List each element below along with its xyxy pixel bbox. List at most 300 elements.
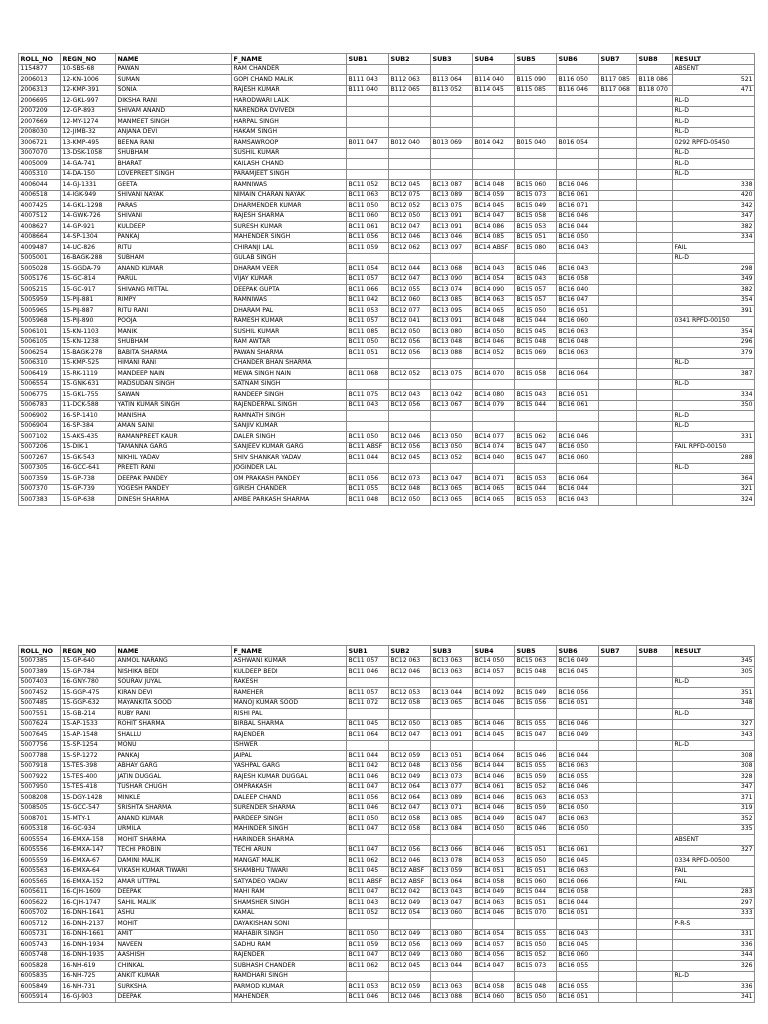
father-name-cell: PARAMJEET SINGH	[232, 169, 347, 180]
regn-no-cell: 15-SP-1272	[61, 751, 116, 762]
table-row	[19, 961, 755, 972]
sub5-cell	[515, 117, 557, 128]
sub8-cell	[637, 698, 673, 709]
column-header-sub2: SUB2	[389, 54, 431, 65]
sub1-cell: BC11 072	[347, 698, 389, 709]
sub2-cell: BC12 056	[389, 845, 431, 856]
sub7-cell	[599, 751, 637, 762]
result-cell: 333	[673, 908, 755, 919]
sub1-cell: BC11 043	[347, 898, 389, 909]
name-cell: DEEPAK PANDEY	[116, 474, 232, 485]
sub8-cell	[637, 688, 673, 699]
sub6-cell: BC16 051	[557, 306, 599, 317]
sub2-cell: BC12 063	[389, 656, 431, 667]
sub6-cell	[557, 709, 599, 720]
sub2-cell	[389, 169, 431, 180]
sub7-cell	[599, 180, 637, 191]
sub3-cell	[431, 463, 473, 474]
regn-no-cell: 15-GP-784	[61, 667, 116, 678]
father-name-cell: ASHWANI KUMAR	[232, 656, 347, 667]
sub6-cell: BC16 051	[557, 908, 599, 919]
sub2-cell	[389, 411, 431, 422]
sub6-cell: BC16 061	[557, 190, 599, 201]
sub6-cell: BC16 043	[557, 243, 599, 254]
table-row	[19, 432, 755, 443]
sub1-cell: BC11 045	[347, 719, 389, 730]
sub5-cell	[515, 358, 557, 369]
sub7-cell	[599, 866, 637, 877]
name-cell: RITU	[116, 243, 232, 254]
sub2-cell: BC12 050	[389, 495, 431, 506]
sub4-cell: BC14 045	[473, 730, 515, 741]
name-cell: BHARAT	[116, 159, 232, 170]
name-cell: PREETI RANI	[116, 463, 232, 474]
table-row	[19, 698, 755, 709]
sub8-cell	[637, 421, 673, 432]
name-cell: MINKLE	[116, 793, 232, 804]
sub2-cell	[389, 117, 431, 128]
sub4-cell: BC14 065	[473, 495, 515, 506]
sub8-cell	[637, 992, 673, 1003]
sub8-cell	[637, 295, 673, 306]
sub7-cell	[599, 719, 637, 730]
sub4-cell: BC14 079	[473, 400, 515, 411]
result-cell: 328	[673, 772, 755, 783]
sub6-cell	[557, 358, 599, 369]
sub5-cell: BC15 073	[515, 961, 557, 972]
sub1-cell	[347, 919, 389, 930]
regn-no-cell: 15-TES-398	[61, 761, 116, 772]
sub2-cell	[389, 253, 431, 264]
table-row	[19, 992, 755, 1003]
result-cell: 0334 RPFD-00500	[673, 856, 755, 867]
name-cell: SHIVAM ANAND	[116, 106, 232, 117]
sub5-cell: BC15 049	[515, 201, 557, 212]
name-cell: AMIT	[116, 929, 232, 940]
roll-no-cell: 5007788	[19, 751, 61, 762]
sub2-cell: BC12 041	[389, 316, 431, 327]
sub5-cell: BC15 043	[515, 390, 557, 401]
column-header-roll-no: ROLL_NO	[19, 54, 61, 65]
sub3-cell	[431, 148, 473, 159]
sub5-cell	[515, 463, 557, 474]
roll-no-cell: 5005965	[19, 306, 61, 317]
name-cell: SHUBHAM	[116, 148, 232, 159]
name-cell: SHALLU	[116, 730, 232, 741]
sub3-cell	[431, 411, 473, 422]
sub7-cell	[599, 138, 637, 149]
sub1-cell	[347, 740, 389, 751]
name-cell: SOURAV JUYAL	[116, 677, 232, 688]
sub7-cell	[599, 474, 637, 485]
sub6-cell: BC16 043	[557, 495, 599, 506]
sub7-cell	[599, 929, 637, 940]
name-cell: HIMANI RANI	[116, 358, 232, 369]
sub5-cell: BC15 055	[515, 929, 557, 940]
table-row	[19, 856, 755, 867]
father-name-cell: JAIPAL	[232, 751, 347, 762]
sub8-cell	[637, 835, 673, 846]
sub6-cell	[557, 835, 599, 846]
roll-no-cell: 2006695	[19, 96, 61, 107]
sub4-cell: BC14 077	[473, 432, 515, 443]
roll-no-cell: 6005731	[19, 929, 61, 940]
name-cell: RIMPY	[116, 295, 232, 306]
sub8-cell	[637, 824, 673, 835]
table-row	[19, 390, 755, 401]
regn-no-cell: 15-TES-400	[61, 772, 116, 783]
sub4-cell: BC14 050	[473, 656, 515, 667]
regn-no-cell: 14-DA-150	[61, 169, 116, 180]
sub7-cell	[599, 667, 637, 678]
name-cell: AMAR UTTPAL	[116, 877, 232, 888]
table-row	[19, 211, 755, 222]
sub1-cell: B111 043	[347, 75, 389, 86]
sub6-cell: BC16 045	[557, 856, 599, 867]
sub1-cell: BC11 057	[347, 316, 389, 327]
regn-no-cell: 14-GWK-726	[61, 211, 116, 222]
result-cell: ABSENT	[673, 64, 755, 75]
sub8-cell	[637, 432, 673, 443]
regn-no-cell: 15-GP-738	[61, 474, 116, 485]
sub6-cell: BC16 048	[557, 337, 599, 348]
roll-no-cell: 5007756	[19, 740, 61, 751]
sub6-cell: BC16 040	[557, 285, 599, 296]
regn-no-cell: 16-NH-725	[61, 971, 116, 982]
table-row	[19, 845, 755, 856]
result-cell: 420	[673, 190, 755, 201]
sub1-cell	[347, 159, 389, 170]
sub4-cell: BC14 046	[473, 793, 515, 804]
regn-no-cell: 16-BAGK-288	[61, 253, 116, 264]
sub5-cell: BC15 050	[515, 940, 557, 951]
result-cell: P-R-S	[673, 919, 755, 930]
sub1-cell: BC11 046	[347, 803, 389, 814]
sub2-cell	[389, 919, 431, 930]
sub2-cell: BC12 056	[389, 400, 431, 411]
result-cell: 382	[673, 222, 755, 233]
sub4-cell: BC14 045	[473, 201, 515, 212]
sub4-cell: BC14 060	[473, 992, 515, 1003]
sub8-cell	[637, 327, 673, 338]
result-cell: 391	[673, 306, 755, 317]
sub1-cell: BC11 047	[347, 824, 389, 835]
sub6-cell: BC16 061	[557, 845, 599, 856]
roll-no-cell: 5007305	[19, 463, 61, 474]
name-cell: YATIN KUMAR SINGH	[116, 400, 232, 411]
regn-no-cell: 13-DSK-1058	[61, 148, 116, 159]
result-cell: 350	[673, 400, 755, 411]
sub6-cell: BC16 063	[557, 866, 599, 877]
sub2-cell: BC12 059	[389, 751, 431, 762]
sub5-cell: BC15 052	[515, 950, 557, 961]
name-cell: PARAS	[116, 201, 232, 212]
father-name-cell: RAJESH SHARMA	[232, 211, 347, 222]
sub8-cell	[637, 64, 673, 75]
sub8-cell	[637, 793, 673, 804]
sub8-cell	[637, 961, 673, 972]
sub2-cell: BC12 058	[389, 824, 431, 835]
sub2-cell: BC12 045	[389, 961, 431, 972]
result-cell: RL-D	[673, 358, 755, 369]
roll-no-cell: 6005563	[19, 866, 61, 877]
table-row	[19, 453, 755, 464]
sub1-cell: BC11 054	[347, 264, 389, 275]
sub1-cell: BC11 052	[347, 180, 389, 191]
name-cell: SONIA	[116, 85, 232, 96]
sub4-cell: BC14 047	[473, 211, 515, 222]
table-row	[19, 117, 755, 128]
father-name-cell: RAJENDER	[232, 950, 347, 961]
sub3-cell: BC13 080	[431, 929, 473, 940]
father-name-cell: NARENDRA DVIVEDI	[232, 106, 347, 117]
sub4-cell: BC14 057	[473, 667, 515, 678]
sub5-cell: BC15 073	[515, 190, 557, 201]
sub6-cell	[557, 677, 599, 688]
sub2-cell	[389, 740, 431, 751]
roll-no-cell: 5007102	[19, 432, 61, 443]
sub1-cell: BC11 046	[347, 772, 389, 783]
sub8-cell	[637, 411, 673, 422]
table-row	[19, 379, 755, 390]
sub8-cell	[637, 169, 673, 180]
sub6-cell: BC16 044	[557, 898, 599, 909]
sub4-cell: BC14 050	[473, 824, 515, 835]
sub2-cell: BC12 046	[389, 992, 431, 1003]
table-row	[19, 64, 755, 75]
result-cell: RL-D	[673, 253, 755, 264]
sub3-cell: BC13 047	[431, 474, 473, 485]
roll-no-cell: 5006105	[19, 337, 61, 348]
sub8-cell	[637, 656, 673, 667]
result-cell: RL-D	[673, 159, 755, 170]
name-cell: SRISHTA SHARMA	[116, 803, 232, 814]
regn-no-cell: 15-GGP-632	[61, 698, 116, 709]
sub8-cell	[637, 369, 673, 380]
sub8-cell	[637, 127, 673, 138]
sub2-cell	[389, 379, 431, 390]
name-cell: SAHIL MALIK	[116, 898, 232, 909]
sub5-cell: BC15 057	[515, 295, 557, 306]
roll-no-cell: 6005828	[19, 961, 61, 972]
sub2-cell: BC12 045	[389, 180, 431, 191]
column-header-sub4: SUB4	[473, 646, 515, 657]
roll-no-cell: 2006313	[19, 85, 61, 96]
column-header-sub7: SUB7	[599, 54, 637, 65]
roll-no-cell: 5006554	[19, 379, 61, 390]
sub7-cell	[599, 495, 637, 506]
father-name-cell: SATYADEO YADAV	[232, 877, 347, 888]
table-row	[19, 243, 755, 254]
sub7-cell	[599, 982, 637, 993]
sub7-cell	[599, 740, 637, 751]
sub5-cell	[515, 106, 557, 117]
sub3-cell: BC13 091	[431, 211, 473, 222]
regn-no-cell: 14-GKL-1298	[61, 201, 116, 212]
sub4-cell: BC14 046	[473, 845, 515, 856]
sub3-cell	[431, 919, 473, 930]
name-cell: MOHIT	[116, 919, 232, 930]
sub6-cell: BC16 064	[557, 369, 599, 380]
father-name-cell: GOPI CHAND MALIK	[232, 75, 347, 86]
result-cell: 0292 RPFD-05450	[673, 138, 755, 149]
sub3-cell	[431, 159, 473, 170]
sub7-cell	[599, 793, 637, 804]
sub2-cell	[389, 159, 431, 170]
father-name-cell: SUBHASH CHANDER	[232, 961, 347, 972]
sub3-cell: BC13 089	[431, 190, 473, 201]
sub7-cell	[599, 232, 637, 243]
table-row	[19, 495, 755, 506]
sub1-cell: BC11 056	[347, 232, 389, 243]
sub8-cell	[637, 159, 673, 170]
table-row	[19, 421, 755, 432]
roll-no-cell: 5007267	[19, 453, 61, 464]
table-header-row	[19, 54, 755, 65]
name-cell: NISHIKA BEDI	[116, 667, 232, 678]
table-row	[19, 411, 755, 422]
sub4-cell: BC14 058	[473, 982, 515, 993]
sub4-cell: BC14 048	[473, 180, 515, 191]
regn-no-cell: 11-DCK-588	[61, 400, 116, 411]
result-cell: 334	[673, 390, 755, 401]
sub4-cell	[473, 379, 515, 390]
father-name-cell: DEEPAK GUPTA	[232, 285, 347, 296]
sub2-cell: BC12 058	[389, 698, 431, 709]
sub6-cell: BC16 058	[557, 274, 599, 285]
roll-no-cell: 5007359	[19, 474, 61, 485]
table-row	[19, 127, 755, 138]
table-row	[19, 719, 755, 730]
result-cell: RL-D	[673, 169, 755, 180]
sub2-cell	[389, 971, 431, 982]
table-row	[19, 656, 755, 667]
roll-no-cell: 5006310	[19, 358, 61, 369]
name-cell: YOGESH PANDEY	[116, 484, 232, 495]
regn-no-cell: 15-TES-418	[61, 782, 116, 793]
sub5-cell: BC15 044	[515, 887, 557, 898]
result-cell: 305	[673, 667, 755, 678]
sub3-cell	[431, 127, 473, 138]
table-row	[19, 264, 755, 275]
roll-no-cell: 6005559	[19, 856, 61, 867]
name-cell: MAYANKITA SOOD	[116, 698, 232, 709]
regn-no-cell: 15-PIJ-890	[61, 316, 116, 327]
father-name-cell: GIRISH CHANDER	[232, 484, 347, 495]
sub7-cell	[599, 64, 637, 75]
sub8-cell	[637, 803, 673, 814]
sub8-cell	[637, 814, 673, 825]
result-cell: RL-D	[673, 463, 755, 474]
sub8-cell	[637, 138, 673, 149]
sub5-cell: BC15 044	[515, 316, 557, 327]
roll-no-cell: 4007425	[19, 201, 61, 212]
father-name-cell: RAJENDERPAL SINGH	[232, 400, 347, 411]
sub8-cell	[637, 148, 673, 159]
sub3-cell	[431, 677, 473, 688]
regn-no-cell: 15-AP-1533	[61, 719, 116, 730]
father-name-cell: KAILASH CHAND	[232, 159, 347, 170]
table-row	[19, 877, 755, 888]
sub8-cell	[637, 180, 673, 191]
sub6-cell: BC16 071	[557, 201, 599, 212]
sub5-cell: BC15 062	[515, 432, 557, 443]
sub4-cell	[473, 64, 515, 75]
sub3-cell: BC13 091	[431, 222, 473, 233]
result-cell: 308	[673, 761, 755, 772]
sub7-cell	[599, 222, 637, 233]
sub8-cell	[637, 222, 673, 233]
sub4-cell	[473, 677, 515, 688]
regn-no-cell: 12-GKL-997	[61, 96, 116, 107]
table-row	[19, 306, 755, 317]
table-row	[19, 730, 755, 741]
sub4-cell	[473, 835, 515, 846]
sub1-cell	[347, 253, 389, 264]
table-header-row	[19, 646, 755, 657]
result-cell: 308	[673, 751, 755, 762]
sub7-cell	[599, 127, 637, 138]
father-name-cell: RAKESH	[232, 677, 347, 688]
sub1-cell: BC11 055	[347, 484, 389, 495]
sub7-cell	[599, 877, 637, 888]
father-name-cell: SUSHIL KUMAR	[232, 327, 347, 338]
result-cell: 521	[673, 75, 755, 86]
name-cell: MANISHA	[116, 411, 232, 422]
roll-no-cell: 4006518	[19, 190, 61, 201]
name-cell: POOJA	[116, 316, 232, 327]
sub7-cell	[599, 400, 637, 411]
name-cell: ABHAY GARG	[116, 761, 232, 772]
roll-no-cell: 5007551	[19, 709, 61, 720]
roll-no-cell: 6005849	[19, 982, 61, 993]
sub6-cell	[557, 253, 599, 264]
sub7-cell	[599, 411, 637, 422]
sub4-cell: BC14 046	[473, 803, 515, 814]
name-cell: SHUBHAM	[116, 337, 232, 348]
sub7-cell	[599, 432, 637, 443]
name-cell: ANKIT KUMAR	[116, 971, 232, 982]
roll-no-cell: 2006013	[19, 75, 61, 86]
father-name-cell: SUSHIL KUMAR	[232, 148, 347, 159]
sub1-cell: BC11 050	[347, 337, 389, 348]
sub8-cell	[637, 740, 673, 751]
table-row	[19, 232, 755, 243]
roll-no-cell: 5007485	[19, 698, 61, 709]
sub6-cell	[557, 740, 599, 751]
sub6-cell: BC16 046	[557, 180, 599, 191]
sub6-cell	[557, 96, 599, 107]
sub8-cell	[637, 358, 673, 369]
table-row	[19, 908, 755, 919]
sub7-cell	[599, 940, 637, 951]
father-name-cell: HARODWARI LALK	[232, 96, 347, 107]
sub3-cell	[431, 379, 473, 390]
father-name-cell: RAMNIWAS	[232, 295, 347, 306]
sub8-cell	[637, 106, 673, 117]
regn-no-cell: 14-GP-921	[61, 222, 116, 233]
sub1-cell	[347, 106, 389, 117]
sub5-cell: BC15 048	[515, 982, 557, 993]
name-cell: PANKAJ	[116, 232, 232, 243]
regn-no-cell: 15-GCC-547	[61, 803, 116, 814]
sub3-cell: BC13 097	[431, 243, 473, 254]
sub2-cell: BC12 052	[389, 369, 431, 380]
sub8-cell	[637, 400, 673, 411]
regn-no-cell: 15-GGDA-79	[61, 264, 116, 275]
sub6-cell: BC16 055	[557, 772, 599, 783]
sub2-cell: BC12 043	[389, 390, 431, 401]
